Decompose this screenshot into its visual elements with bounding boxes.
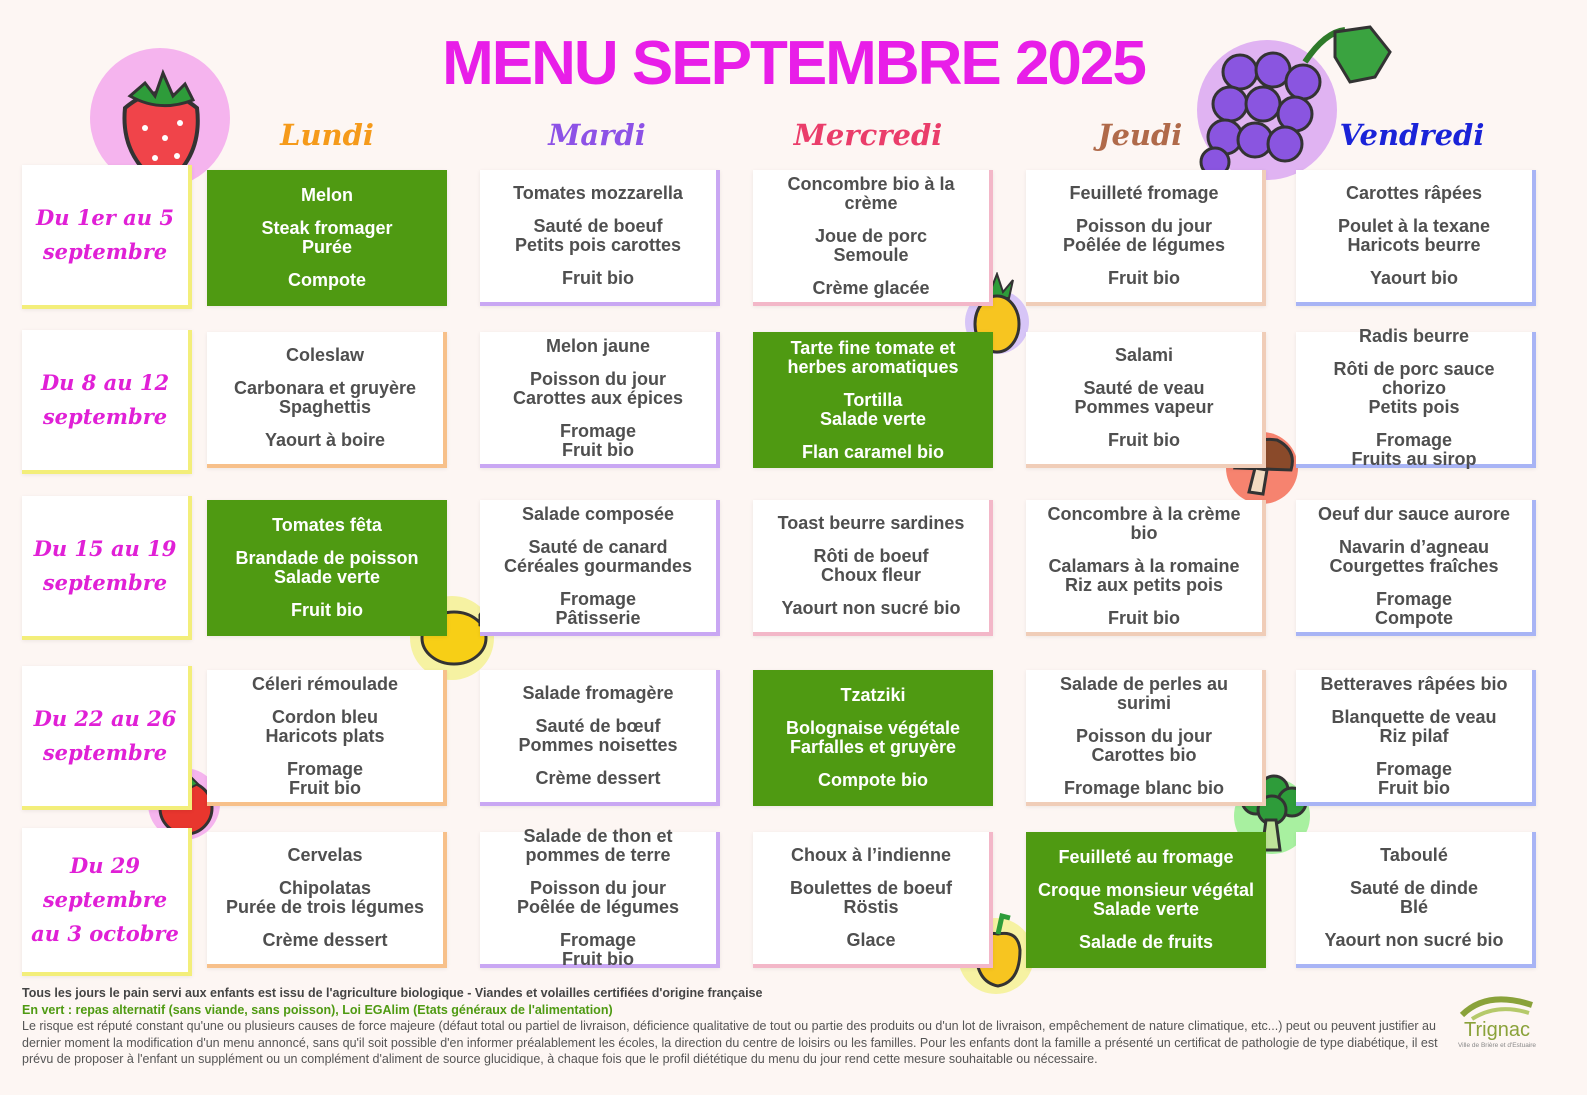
- dish-name: Haricots plats: [265, 725, 385, 746]
- dish-name: Carottes aux épices: [512, 387, 684, 408]
- week-label-line: Du 1er au 5: [36, 205, 174, 230]
- dish-name: Spaghettis: [278, 397, 371, 417]
- dessert: [1108, 269, 1180, 288]
- menu-cell-vendredi: [1296, 500, 1536, 636]
- starter: [840, 686, 905, 705]
- dish-name: Crème dessert: [535, 768, 661, 788]
- dish-name: Fruit bio: [289, 777, 361, 798]
- dish-name: Fruit bio: [1108, 430, 1180, 450]
- dessert: [1108, 609, 1180, 628]
- menu-cell-vendredi: [1296, 170, 1536, 306]
- dish-name: Crème glacée: [812, 277, 930, 298]
- dish-name: Poisson du jour: [529, 368, 666, 389]
- starter: [523, 827, 672, 865]
- dish-name: Poisson du jour: [1075, 725, 1212, 746]
- dish-name: Yaourt à boire: [264, 430, 386, 450]
- dish-name: Petits pois: [1368, 397, 1460, 417]
- menu-cell-mercredi: [753, 332, 993, 468]
- dessert: [781, 599, 960, 618]
- dish-name: Sauté de bœuf: [535, 716, 661, 736]
- dessert: [291, 601, 363, 620]
- dish-name: Feuilleté fromage: [1069, 183, 1219, 203]
- dessert: [1370, 269, 1458, 288]
- dish-name: Pommes vapeur: [1074, 397, 1214, 417]
- dish-name: Salade de perles au: [1059, 673, 1229, 694]
- main-course: [513, 370, 683, 408]
- starter: [1346, 184, 1482, 203]
- menu-cell-jeudi: [1026, 670, 1266, 806]
- starter: [787, 175, 954, 213]
- day-header-mardi: Mardi: [548, 118, 646, 152]
- dish-name: Petits pois carottes: [514, 235, 682, 255]
- dish-name: Tomates fêta: [272, 515, 382, 535]
- dish-name: Sauté de canard: [528, 536, 668, 557]
- dish-name: Pâtisserie: [555, 607, 641, 628]
- dish-name: Fruit bio: [562, 439, 634, 460]
- dish-name: pommes de terre: [525, 845, 671, 865]
- dessert: [560, 422, 636, 460]
- main-course: [1338, 217, 1490, 255]
- week-label: [22, 330, 192, 474]
- menu-cell-mercredi: [753, 500, 993, 636]
- dish-name: Fromage blanc bio: [1063, 777, 1225, 798]
- dish-name: Rôti de porc sauce: [1333, 359, 1495, 379]
- starter: [513, 184, 683, 203]
- dish-name: Fruit bio: [1108, 607, 1180, 628]
- dish-name: Yaourt non sucré bio: [781, 598, 961, 618]
- dish-name: Blanquette de veau: [1331, 706, 1497, 727]
- dish-name: Yaourt non sucré bio: [1324, 930, 1504, 950]
- week-label: [22, 828, 192, 976]
- dish-name: Choux fleur: [820, 565, 921, 585]
- starter: [287, 846, 362, 865]
- dish-name: surimi: [1116, 692, 1172, 713]
- dish-name: Courgettes fraîches: [1329, 555, 1499, 576]
- starter: [546, 337, 650, 356]
- dish-name: Poêlée de légumes: [1062, 235, 1226, 255]
- dish-name: Cordon bleu: [271, 706, 378, 727]
- dish-name: Salade verte: [1092, 899, 1200, 919]
- main-course: [504, 538, 692, 576]
- dish-name: Melon jaune: [545, 335, 650, 356]
- starter: [301, 186, 353, 205]
- main-course: [1329, 538, 1498, 576]
- dessert: [555, 590, 640, 628]
- dish-name: Sauté de dinde: [1349, 878, 1479, 898]
- main-course: [517, 879, 679, 917]
- dish-name: Salade verte: [819, 408, 927, 429]
- menu-cell-lundi: [207, 832, 447, 968]
- dish-name: Farfalles et gruyère: [789, 737, 957, 757]
- menu-cell-mercredi: [753, 170, 993, 306]
- day-header-mercredi: Mercredi: [793, 118, 943, 152]
- dessert: [1351, 431, 1476, 469]
- dish-name: Pommes noisettes: [518, 735, 678, 755]
- dish-name: Fruit bio: [562, 949, 634, 969]
- menu-cell-lundi: [207, 500, 447, 636]
- footer-disclaimer: Le risque est réputé constant qu'une ou plusieurs causes de force majeure (défaut total ou partiel de livraison, déficience qualitative de tout ou partie des produits ou d'un lot de livraison, empêchement de nature climatique, etc...) peut ou peuvent justifier au dernier moment la modification d'un menu annoncé, sans qu'il soit possible d'en informer préalablement les écoles, la direction du centre de loisirs ou les familles. Pour les enfants dont la famille a présenté un certificat de pathologie de type diabétique, il est prévu de proposer à l'enfant un supplément ou un complément d'aliment de source glucidique, à chaque fois que le profil diététique du menu du jour rend cette mesure souhaitable ou nécessaire.: [22, 1019, 1438, 1066]
- starter: [1320, 675, 1507, 694]
- starter: [1069, 184, 1218, 203]
- menu-cell-vendredi: [1296, 326, 1536, 469]
- menu-cell-mardi: [480, 826, 720, 969]
- dish-name: Boulettes de boeuf: [789, 878, 952, 898]
- menu-cell-jeudi: [1026, 832, 1266, 968]
- main-course: [790, 879, 952, 917]
- main-course: [1076, 727, 1212, 765]
- week-label-line: Du 22 au 26: [33, 706, 177, 731]
- dessert: [560, 931, 636, 969]
- logo-subtitle: Ville de Brière et d'Estuaire: [1457, 1042, 1537, 1049]
- dish-name: Fruit bio: [1108, 268, 1180, 288]
- dish-name: Melon: [301, 185, 353, 205]
- main-course: [1331, 708, 1496, 746]
- footer-bread-note: Tous les jours le pain servi aux enfants est issu de l'agriculture biologique - Viandes et volailles certifiées d'origine française: [22, 986, 763, 1000]
- main-course: [1038, 881, 1254, 919]
- week-label-line: Du 8 au 12: [40, 370, 170, 395]
- dish-name: Fromage: [559, 588, 637, 609]
- dish-name: Fromage: [559, 420, 637, 441]
- menu-cell-jeudi: [1026, 332, 1266, 468]
- main-course: [234, 379, 416, 417]
- dish-name: Salade fromagère: [522, 683, 674, 703]
- dish-name: Poulet à la texane: [1337, 216, 1491, 236]
- grapes-icon: [1195, 22, 1400, 182]
- dish-name: Choux à l’indienne: [790, 845, 951, 865]
- dish-name: Betteraves râpées bio: [1320, 673, 1508, 694]
- week-label: [22, 496, 192, 640]
- dish-name: bio: [1130, 522, 1158, 543]
- menu-cell-lundi: [207, 670, 447, 806]
- week-label-line: septembre: [42, 740, 168, 765]
- starter: [286, 346, 364, 365]
- dessert: [1108, 431, 1180, 450]
- dessert: [1376, 760, 1452, 798]
- dish-name: Calamars à la romaine: [1048, 555, 1240, 576]
- menu-cell-mardi: [480, 332, 720, 468]
- dish-name: Flan caramel bio: [801, 441, 945, 462]
- dish-name: Salade composée: [521, 503, 675, 524]
- starter: [1318, 505, 1510, 524]
- starter: [522, 505, 674, 524]
- main-course: [1074, 379, 1213, 417]
- dish-name: Croque monsieur végétal: [1037, 880, 1255, 900]
- dish-name: chorizo: [1381, 378, 1446, 398]
- footer-notes: [22, 985, 1442, 1068]
- week-label-line: septembre: [42, 239, 168, 264]
- starter: [1115, 346, 1173, 365]
- dessert: [846, 931, 895, 950]
- dish-name: Fromage: [1375, 758, 1453, 779]
- dish-name: Compote bio: [818, 770, 928, 790]
- dish-name: Fruit bio: [1378, 777, 1450, 798]
- dish-name: Brandade de poisson: [235, 548, 419, 568]
- week-label-line: septembre: [42, 404, 168, 429]
- dish-name: Sauté de boeuf: [533, 216, 663, 236]
- main-course: [1333, 360, 1494, 417]
- dish-name: Toast beurre sardines: [777, 513, 965, 533]
- dish-name: Rôti de boeuf: [813, 546, 929, 566]
- dish-name: Semoule: [833, 244, 909, 265]
- dessert: [812, 279, 929, 298]
- starter: [522, 684, 673, 703]
- week-label: [22, 165, 192, 309]
- dish-name: Taboulé: [1380, 845, 1448, 865]
- dish-name: Oeuf dur sauce aurore: [1317, 503, 1511, 524]
- dish-name: Fromage: [559, 930, 637, 950]
- dish-name: Chipolatas: [278, 878, 371, 898]
- dessert: [562, 269, 634, 288]
- dish-name: Fromage: [286, 758, 364, 779]
- dessert: [1375, 590, 1453, 628]
- dish-name: Céleri rémoulade: [251, 673, 399, 694]
- starter: [1380, 846, 1448, 865]
- dish-name: Bolognaise végétale: [785, 718, 961, 738]
- footer-green-legend: En vert : repas alternatif (sans viande, sans poisson), Loi EGAlim (Etats généraux de l'alimentation): [22, 1002, 613, 1017]
- dish-name: Steak fromager: [261, 218, 393, 238]
- dish-name: Fruits au sirop: [1351, 449, 1477, 469]
- dish-name: Poisson du jour: [529, 878, 666, 898]
- menu-cell-mardi: [480, 500, 720, 636]
- starter: [272, 516, 382, 535]
- dish-name: Salade de thon et: [523, 826, 673, 846]
- week-label-line: au 3 octobre: [31, 921, 179, 946]
- main-course: [1063, 217, 1225, 255]
- dessert: [265, 431, 385, 450]
- menu-cell-jeudi: [1026, 500, 1266, 636]
- dish-name: Poisson du jour: [1075, 216, 1212, 236]
- dish-name: Tomates mozzarella: [513, 183, 683, 203]
- week-label-line: septembre: [42, 887, 168, 912]
- main-course: [515, 217, 681, 255]
- dessert: [818, 771, 928, 790]
- starter: [791, 846, 951, 865]
- dish-name: Yaourt bio: [1369, 268, 1458, 288]
- dessert: [1324, 931, 1503, 950]
- main-course: [226, 879, 424, 917]
- dish-name: Sauté de veau: [1083, 378, 1205, 398]
- dish-name: Tarte fine tomate et: [790, 337, 956, 358]
- starter: [1047, 505, 1240, 543]
- day-header-lundi: Lundi: [280, 118, 374, 152]
- dessert: [1064, 779, 1224, 798]
- dish-name: Compote: [288, 270, 366, 290]
- week-label-line: Du 29: [69, 853, 140, 878]
- dessert: [288, 271, 366, 290]
- starter: [1058, 848, 1233, 867]
- main-course: [820, 391, 926, 429]
- trignac-logo: [1452, 985, 1542, 1065]
- menu-cell-jeudi: [1026, 170, 1266, 306]
- dessert: [287, 760, 363, 798]
- starter: [252, 675, 398, 694]
- main-course: [518, 717, 677, 755]
- starter: [1060, 675, 1228, 713]
- menu-cell-lundi: [207, 170, 447, 306]
- dish-name: Purée: [301, 237, 353, 257]
- dish-name: Cervelas: [287, 845, 363, 865]
- starter: [1359, 327, 1469, 346]
- dessert: [802, 443, 944, 462]
- dish-name: Blé: [1399, 897, 1428, 917]
- main-course: [1350, 879, 1478, 917]
- dish-name: Fruit bio: [562, 268, 634, 288]
- menu-cell-mardi: [480, 670, 720, 806]
- main-course: [261, 219, 392, 257]
- page-title: MENU SEPTEMBRE 2025: [442, 29, 1145, 98]
- main-course: [815, 227, 927, 265]
- week-label: [22, 666, 192, 810]
- main-course: [814, 547, 929, 585]
- dish-name: crème: [844, 192, 898, 213]
- week-label-line: Du 15 au 19: [33, 536, 177, 561]
- week-label-line: septembre: [42, 570, 168, 595]
- dish-name: Glace: [846, 930, 896, 950]
- menu-cell-mardi: [480, 170, 720, 306]
- dish-name: Riz aux petits pois: [1064, 574, 1223, 595]
- dish-name: Feuilleté au fromage: [1058, 847, 1234, 867]
- main-course: [786, 719, 960, 757]
- main-course: [235, 549, 418, 587]
- main-course: [265, 708, 384, 746]
- menu-cell-mercredi: [753, 670, 993, 806]
- dessert: [1079, 933, 1213, 952]
- dish-name: herbes aromatiques: [787, 356, 959, 377]
- menu-cell-mercredi: [753, 832, 993, 968]
- day-header-vendredi: Vendredi: [1339, 118, 1485, 152]
- dish-name: Fromage: [1375, 588, 1453, 609]
- dish-name: Haricots beurre: [1347, 235, 1481, 255]
- dessert: [535, 769, 660, 788]
- dish-name: Salami: [1114, 345, 1174, 365]
- dish-name: Compote: [1375, 607, 1453, 628]
- logo-name: Trignac: [1464, 1019, 1530, 1041]
- dish-name: Céréales gourmandes: [503, 555, 693, 576]
- dish-name: Joue de porc: [814, 225, 928, 246]
- menu-cell-vendredi: [1296, 670, 1536, 806]
- dish-name: Salade de fruits: [1078, 932, 1214, 952]
- starter: [778, 514, 965, 533]
- dish-name: Carbonara et gruyère: [233, 378, 417, 398]
- dish-name: Tzatziki: [840, 685, 906, 705]
- dish-name: Purée de trois légumes: [225, 897, 425, 917]
- dish-name: Radis beurre: [1358, 326, 1470, 346]
- dish-name: Crème dessert: [262, 930, 388, 950]
- dish-name: Concombre à la crème: [1047, 503, 1241, 524]
- dish-name: Fromage: [1375, 430, 1452, 450]
- dish-name: Poêlée de légumes: [516, 897, 680, 917]
- day-header-jeudi: Jeudi: [1097, 118, 1183, 152]
- dish-name: Fruit bio: [291, 600, 363, 620]
- dish-name: Riz pilaf: [1379, 725, 1449, 746]
- dish-name: Navarin d’agneau: [1338, 536, 1490, 557]
- dish-name: Carottes bio: [1091, 744, 1197, 765]
- main-course: [1048, 557, 1239, 595]
- dish-name: Salade verte: [273, 567, 381, 587]
- starter: [787, 339, 958, 377]
- logo-swoosh-icon: [1457, 985, 1537, 1025]
- dish-name: Röstis: [843, 897, 899, 917]
- dessert: [262, 931, 387, 950]
- dish-name: Concombre bio à la: [787, 173, 955, 194]
- dish-name: Tortilla: [843, 389, 903, 410]
- dish-name: Carottes râpées: [1345, 183, 1483, 203]
- menu-cell-lundi: [207, 332, 447, 468]
- dish-name: Coleslaw: [285, 345, 365, 365]
- menu-cell-vendredi: [1296, 832, 1536, 968]
